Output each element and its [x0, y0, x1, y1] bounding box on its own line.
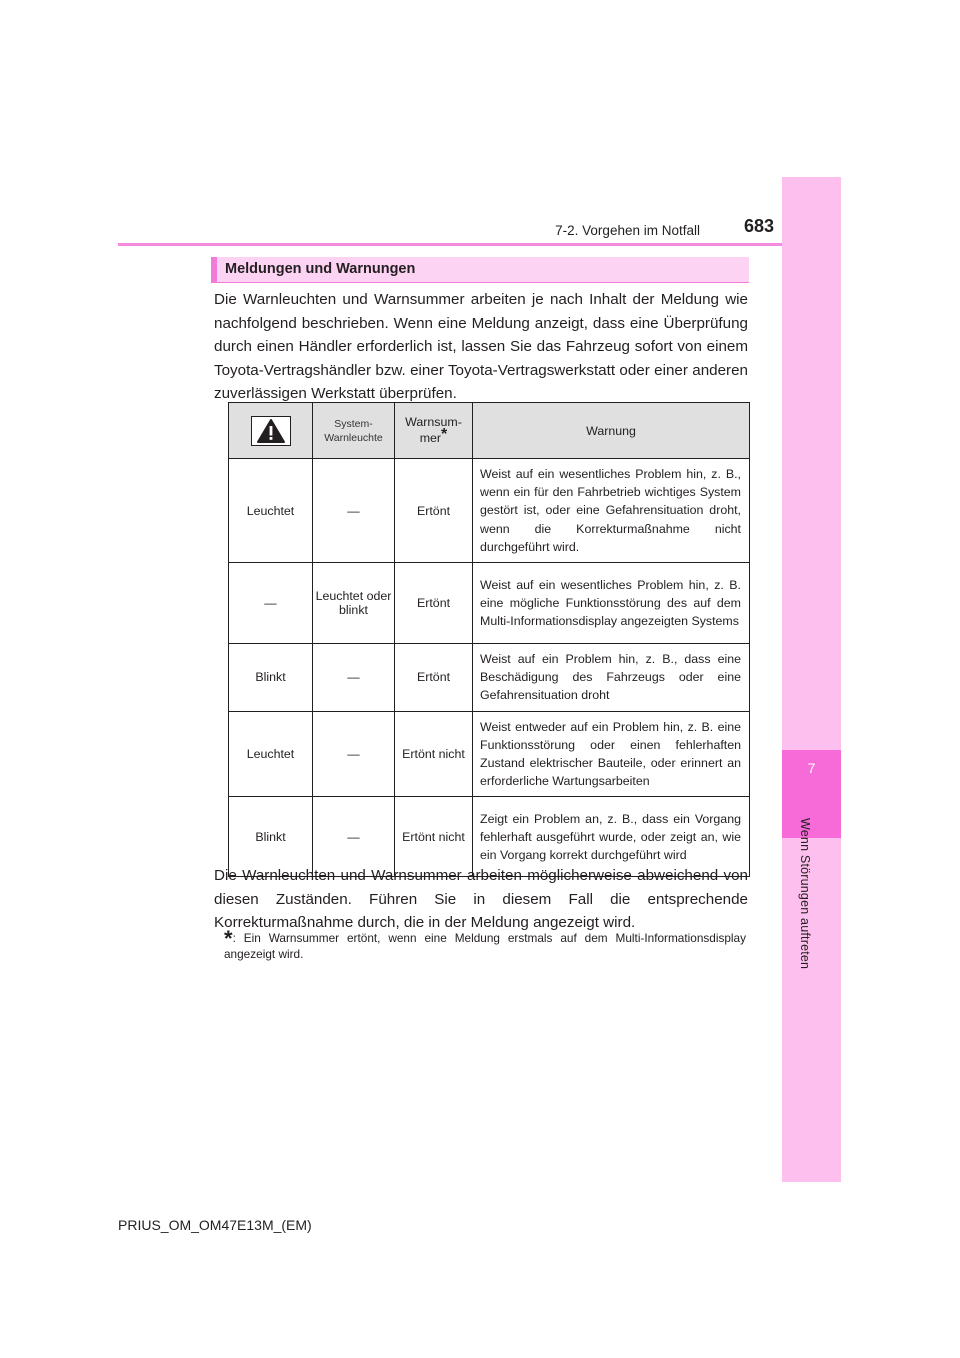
cell-warning: Zeigt ein Problem an, z. B., dass ein Vorgang fehlerhaft ausgeführt wurde, oder zeigt an, wie ein Vorgang korrekt durchgeführt wird: [473, 797, 750, 877]
cell-system-light: —: [313, 644, 395, 712]
chapter-number: 7: [807, 760, 816, 776]
cell-buzzer: Ertönt nicht: [395, 797, 473, 877]
section-heading: Meldungen und Warnungen: [225, 261, 416, 277]
cell-master-warning: Blinkt: [229, 797, 313, 877]
header-buzzer: [395, 403, 473, 459]
cell-buzzer: Ertönt: [395, 459, 473, 563]
chapter-title: Wenn Störungen auftreten: [798, 818, 812, 970]
table-row: [229, 459, 750, 563]
cell-system-light: —: [313, 459, 395, 563]
cell-warning: Weist auf ein Problem hin, z. B., dass eine Beschädigung des Fahrzeugs oder eine Gefahrensituation droht: [473, 644, 750, 712]
page-number: 683: [743, 216, 774, 236]
warning-triangle-icon: [251, 416, 291, 446]
cell-buzzer: Ertönt nicht: [395, 711, 473, 797]
cell-warning: Weist auf ein wesentliches Problem hin, z. B., wenn ein für den Fahrbetrieb wichtiges System gestört ist, oder eine Gefahrensituation droht, wenn die Korrekturmaßnahme nicht durchgeführt wird.: [473, 459, 750, 563]
footnote-mark: *: [224, 926, 233, 951]
header-buzzer-footnote-mark: *: [441, 426, 448, 443]
header-system-light: [313, 403, 395, 459]
section-title: 7-2. Vorgehen im Notfall: [555, 223, 700, 238]
cell-buzzer: Ertönt: [395, 644, 473, 712]
table-row: [229, 711, 750, 797]
warning-table: [228, 402, 750, 877]
table-header-row: [229, 403, 750, 459]
intro-paragraph: Die Warnleuchten und Warnsummer arbeiten je nach Inhalt der Meldung wie nachfolgend beschrieben. Wenn eine Meldung anzeigt, dass eine Überprüfung durch einen Händler erforderlich ist, lassen Sie das Fahrzeug sofort von einem Toyota-Vertragshändler bzw. einer Toyota-Vertragswerkstatt oder einer anderen zuverlässigen Werkstatt überprüfen.: [214, 291, 748, 402]
cell-system-light: —: [313, 711, 395, 797]
header-buzzer-line1: Warnsum-: [405, 415, 462, 429]
cell-system-light: —: [313, 797, 395, 877]
cell-master-warning: Leuchtet: [229, 459, 313, 563]
header-system-light-line2: Warnleuchte: [324, 431, 383, 444]
outro-paragraph: Die Warnleuchten und Warnsummer arbeiten möglicherweise abweichend von diesen Zuständen. Führen Sie in diesem Fall die entsprechende Korrekturmaßnahme durch, die in der Meldung angezeigt wird.: [214, 867, 748, 931]
footnote-text: : Ein Warnsummer ertönt, wenn eine Meldung erstmals auf dem Multi-Informationsdisplay angezeigt wird.: [224, 931, 746, 961]
header-buzzer-line2: mer: [419, 431, 442, 445]
cell-system-light: Leuchtet oder blinkt: [313, 563, 395, 644]
table-row: [229, 644, 750, 712]
header-system-light-line1: System-: [334, 417, 373, 430]
header-rule: [118, 243, 782, 246]
cell-master-warning: Leuchtet: [229, 711, 313, 797]
document-code: PRIUS_OM_OM47E13M_(EM): [118, 1217, 312, 1233]
cell-master-warning: —: [229, 563, 313, 644]
cell-warning: Weist auf ein wesentliches Problem hin, z. B. eine mögliche Funktionsstörung des auf dem Multi-Informationsdisplay angezeigten Systems: [473, 563, 750, 644]
cell-buzzer: Ertönt: [395, 563, 473, 644]
cell-warning: Weist entweder auf ein Problem hin, z. B. eine Funktionsstörung oder einen fehlerhaften Zustand elektrischer Bauteile, oder erinnert an erforderliche Wartungsarbeiten: [473, 711, 750, 797]
cell-master-warning: Blinkt: [229, 644, 313, 712]
header-master-warning: [229, 403, 313, 459]
table-row: [229, 563, 750, 644]
footnote: [224, 927, 746, 962]
header-warning: Warnung: [473, 403, 750, 459]
side-chapter-tab: [782, 177, 841, 1182]
